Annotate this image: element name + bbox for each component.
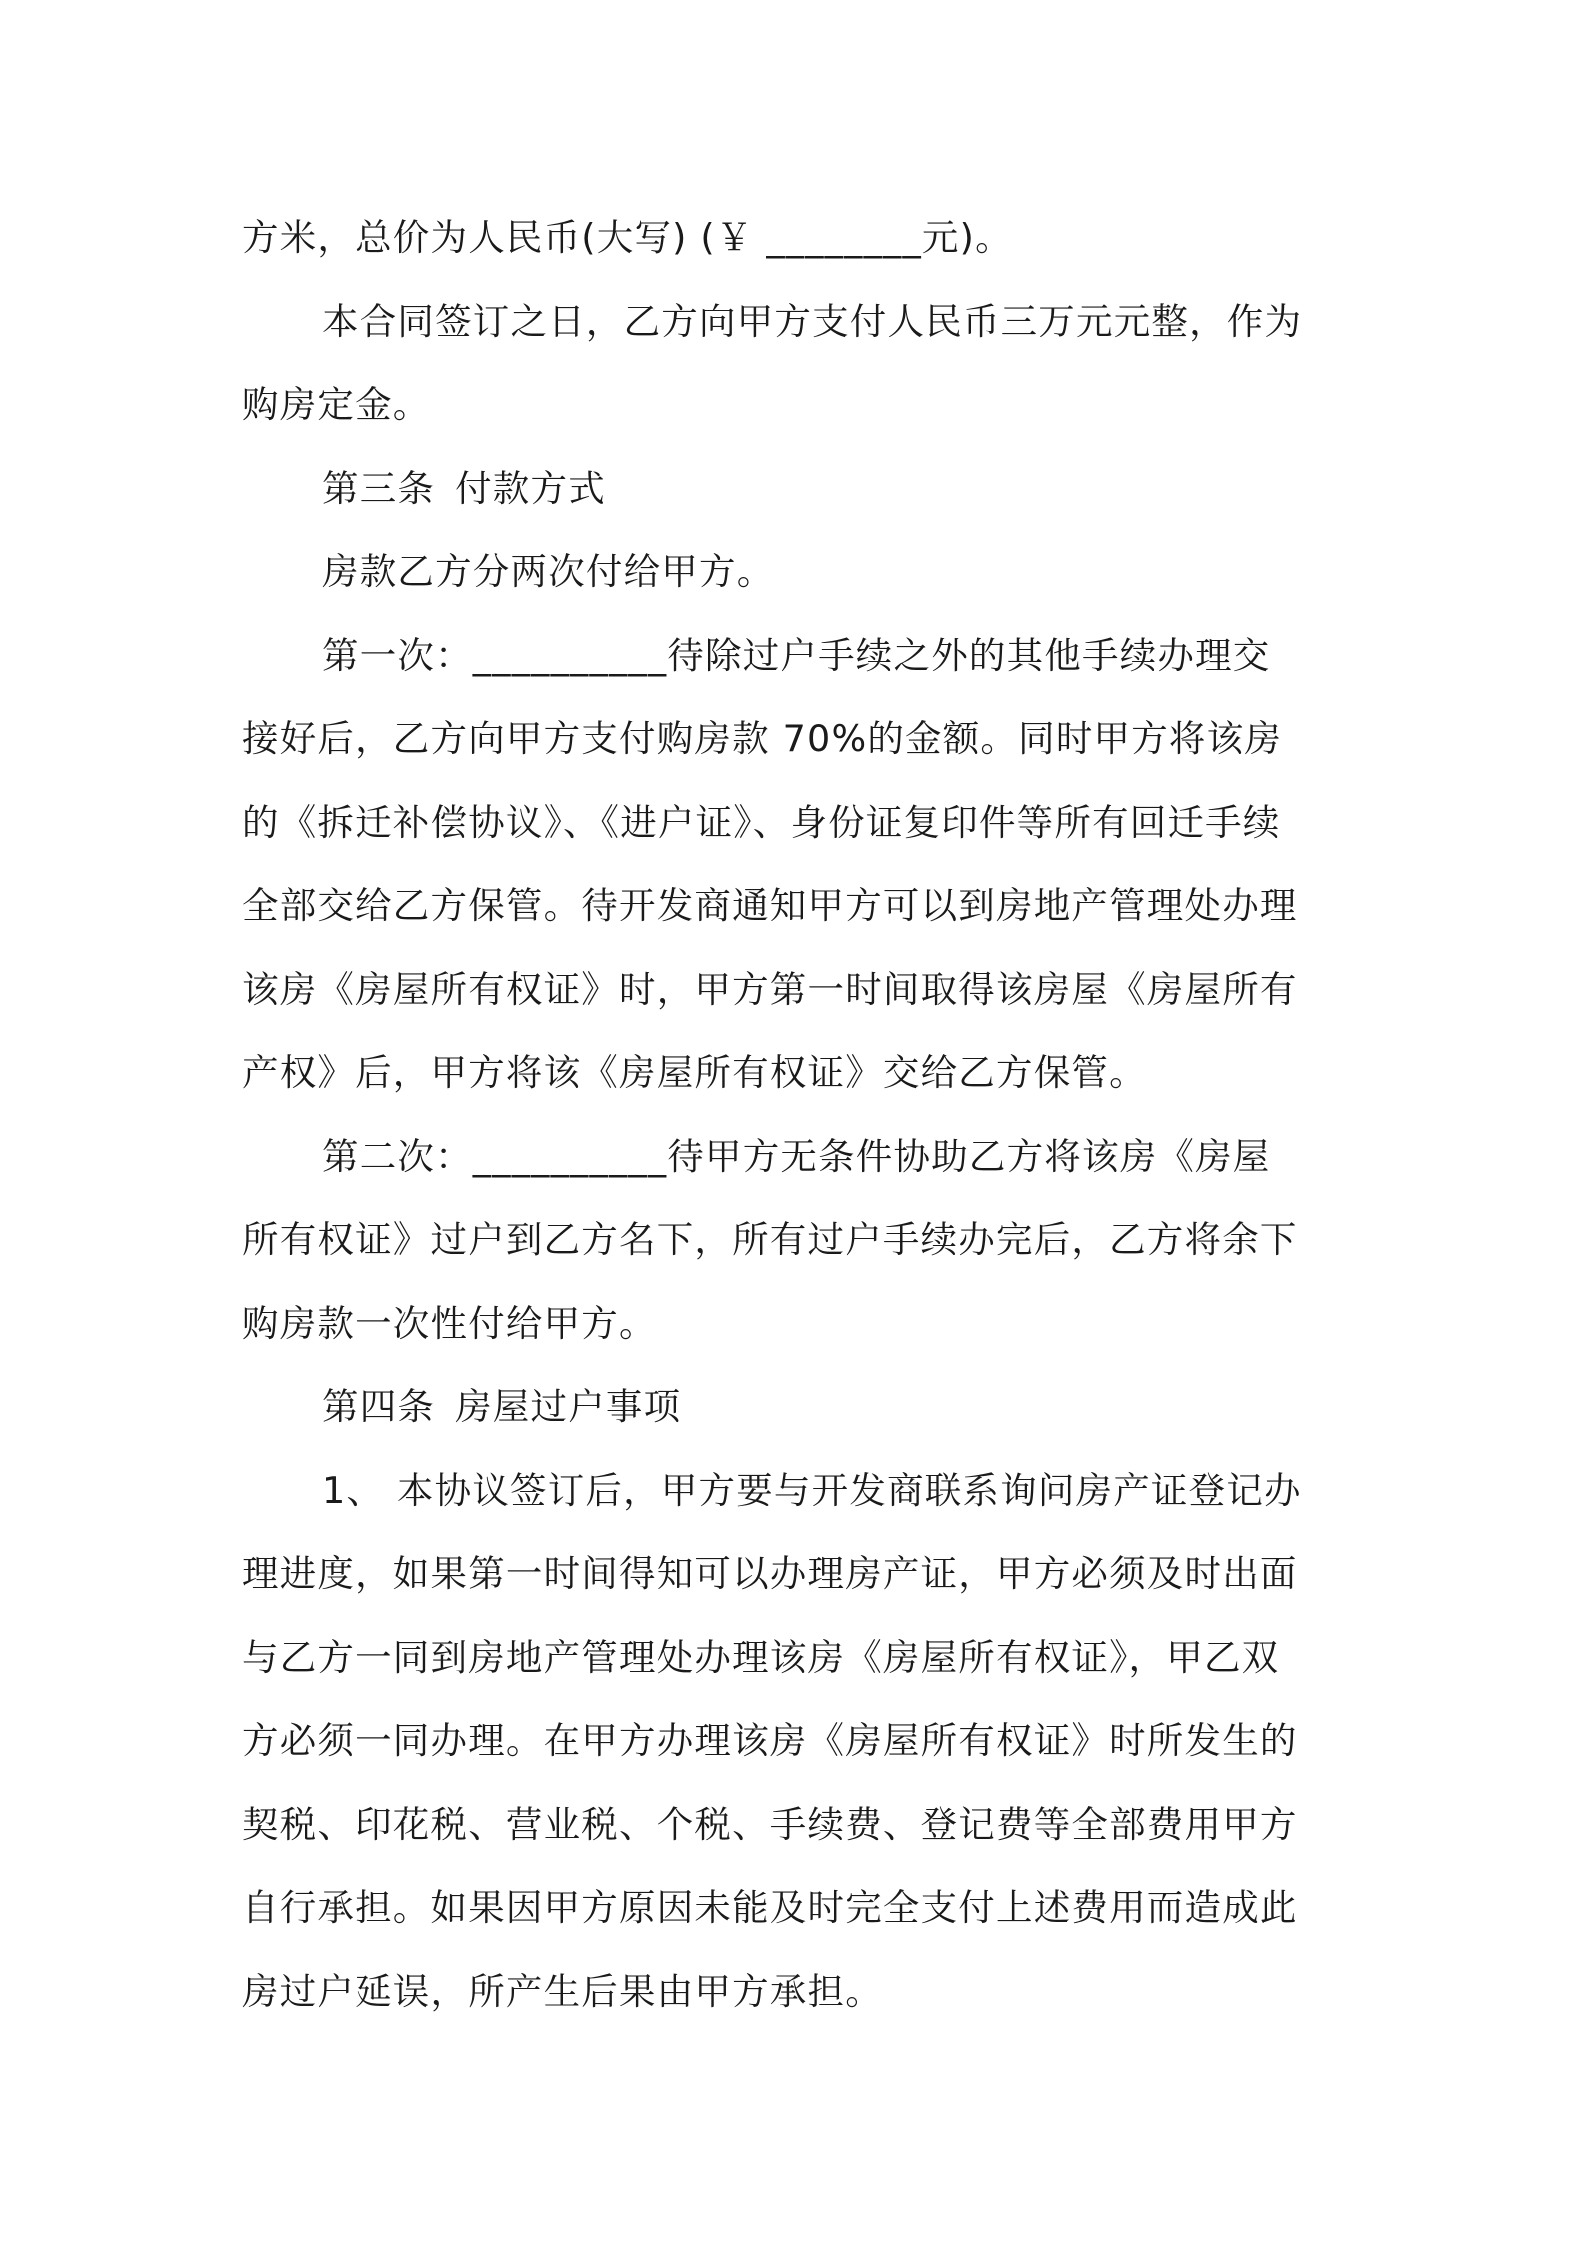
article-4-heading: [242, 1365, 1354, 1449]
text-line: 1、 本协议签订后，甲方要与开发商联系询问房产证登记办: [322, 1468, 1302, 1512]
text-line: 第一次：__________待除过户手续之外的其他手续办理交: [322, 633, 1271, 677]
article-3-heading: [242, 447, 1354, 531]
text-line: 接好后，乙方向甲方支付购房款 70%的金额。同时甲方将该房: [242, 717, 1283, 760]
text-line: 本合同签订之日，乙方向甲方支付人民币三万元元整，作为: [322, 299, 1303, 343]
text-line: 房款乙方分两次付给甲方。: [322, 550, 775, 593]
text-line: 所有权证》过户到乙方名下，所有过户手续办完后，乙方将余下: [242, 1218, 1298, 1261]
paragraph-transfer-item-1: [242, 1449, 1354, 2034]
text-line: 方米，总价为人民币(大写) (￥ ________元)。: [242, 216, 1013, 259]
article-title: 房屋过户事项: [455, 1385, 682, 1428]
paragraph-payment-intro: [242, 530, 1354, 614]
article-title: 付款方式: [455, 466, 606, 510]
text-line: 与乙方一同到房地产管理处办理该房《房屋所有权证》，甲乙双: [242, 1635, 1280, 1679]
text-line: 全部交给乙方保管。待开发商通知甲方可以到房地产管理处办理: [242, 884, 1298, 927]
text-line: 购房款一次性付给甲方。: [242, 1301, 657, 1345]
document-body: [242, 196, 1354, 2033]
text-line: 理进度，如果第一时间得知可以办理房产证，甲方必须及时出面: [242, 1552, 1298, 1595]
text-line: 契税、印花税、营业税、个税、手续费、登记费等全部费用甲方: [242, 1802, 1298, 1846]
paragraph-first-payment: [242, 614, 1354, 1115]
text-line: 第二次：__________待甲方无条件协助乙方将该房《房屋: [322, 1134, 1271, 1178]
text-line: 方必须一同办理。在甲方办理该房《房屋所有权证》时所发生的: [242, 1719, 1298, 1762]
text-line: 产权》后，甲方将该《房屋所有权证》交给乙方保管。: [242, 1051, 1147, 1094]
article-number: 第四条: [322, 1385, 436, 1428]
text-line: 购房定金。: [242, 383, 431, 426]
paragraph-second-payment: [242, 1115, 1354, 1366]
paragraph-price: [242, 196, 1354, 280]
paragraph-deposit: [242, 280, 1354, 447]
text-line: 该房《房屋所有权证》时，甲方第一时间取得该房屋《房屋所有: [242, 967, 1298, 1011]
text-line: 房过户延误，所产生后果由甲方承担。: [242, 1969, 883, 2013]
text-line: 自行承担。如果因甲方原因未能及时完全支付上述费用而造成此: [242, 1886, 1298, 1929]
text-line: 的《拆迁补偿协议》、《进户证》、身份证复印件等所有回迁手续: [242, 800, 1281, 844]
article-number: 第三条: [322, 466, 436, 510]
